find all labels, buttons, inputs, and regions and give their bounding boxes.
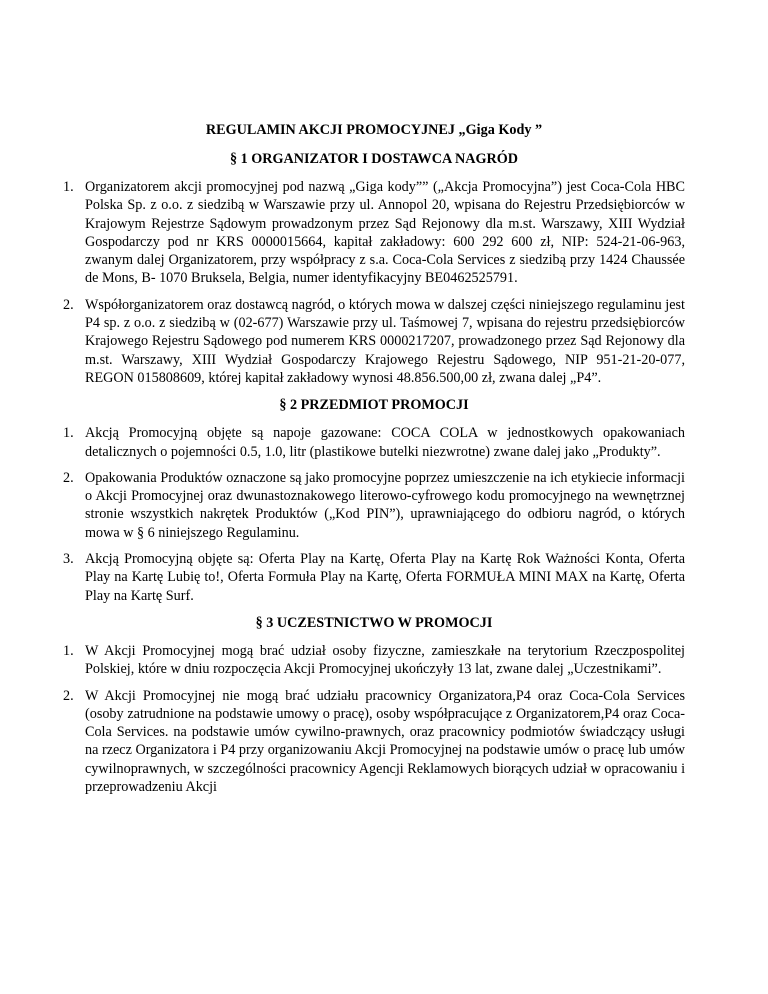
list-item <box>63 642 685 679</box>
list-item <box>63 469 685 542</box>
item-number: 2. <box>63 687 74 704</box>
section-list <box>63 424 685 605</box>
item-number: 2. <box>63 296 74 313</box>
section-list <box>63 178 685 387</box>
list-item <box>63 550 685 605</box>
section-heading: § 1 ORGANIZATOR I DOSTAWCA NAGRÓD <box>229 151 519 167</box>
item-text: W Akcji Promocyjnej nie mogą brać udziału pracownicy Organizatora,P4 oraz Coca-Cola Services (osoby zatrudnione na podstawie umowy o pracę), osoby współpracujące z Organizatorem,P4 oraz Coca-Cola Services. na podstawie umów cywilno-prawnych, oraz pracownicy podmiotów świadczący usługi na rzecz Organizatora i P4 przy organizowaniu Akcji Promocyjnej na podstawie umów o pracę lub umów cywilnoprawnych, w szczególności pracownicy Agencji Reklamowych biorących udział w opracowaniu i przeprowadzeniu Akcji <box>85 687 686 796</box>
item-number: 1. <box>63 179 74 195</box>
item-text: Opakowania Produktów oznaczone są jako promocyjne poprzez umieszczenie na ich etykiecie informacji o Akcji Promocyjnej oraz dwunastoznakowego literowo-cyfrowego kodu promocyjnego na wewnętrznej stronie wszystkich nakrętek Produktów („Kod PIN”), uprawniającego do odbioru nagród, o których mowa w § 6 niniejszego Regulaminu. <box>85 469 685 541</box>
section-heading: § 2 PRZEDMIOT PROMOCJI <box>279 397 469 414</box>
item-number: 3. <box>63 551 74 568</box>
list-item <box>63 178 685 288</box>
item-number: 1. <box>63 642 74 659</box>
list-item <box>63 424 685 461</box>
item-text: Akcją Promocyjną objęte są napoje gazowane: COCA COLA w jednostkowych opakowaniach detalicznych o pojemności 0.5, 1.0, litr (plastikowe butelki niezwrotne) zwane dalej jako „Produkty”. <box>85 425 685 460</box>
item-text: Współorganizatorem oraz dostawcą nagród, o których mowa w dalszej części niniejszego regulaminu jest P4 sp. z o.o. z siedzibą w (02-677) Warszawie przy ul. Taśmowej 7, wpisana do rejestru przedsiębiorców Krajowego Rejestru Sądowego pod numerem KRS 0000217207, prowadzonego przez Sąd Rejonowy dla m.st. Warszawy, XIII Wydział Gospodarczy Krajowego Rejestru Sądowego, NIP 951-21-20-077, REGON 015808609, której kapitał zakładowy wynosi 48.856.500,00 zł, zwana dalej „P4”. <box>85 296 685 386</box>
list-item <box>63 687 685 797</box>
item-number: 1. <box>63 425 74 442</box>
item-number: 2. <box>63 469 74 486</box>
document-title: REGULAMIN AKCJI PROMOCYJNEJ „Giga Kody ” <box>205 122 543 138</box>
section-list <box>63 642 685 796</box>
list-item <box>63 296 685 387</box>
section-heading: § 3 UCZESTNICTWO W PROMOCJI <box>255 614 493 631</box>
item-text: W Akcji Promocyjnej mogą brać udział osoby fizyczne, zamieszkałe na terytorium Rzeczpospolitej Polskiej, które w dniu rozpoczęcia Akcji Promocyjnej ukończyły 13 lat, zwane dalej „Uczestnikami”. <box>85 642 685 678</box>
item-text: Akcją Promocyjną objęte są: Oferta Play na Kartę, Oferta Play na Kartę Rok Ważności Konta, Oferta Play na Kartę Lubię to!, Oferta Formuła Play na Kartę, Oferta FORMUŁA MINI MAX na Kartę, Oferta Play na Kartę Surf. <box>85 551 685 604</box>
item-text: Organizatorem akcji promocyjnej pod nazwą „Giga kody”” („Akcja Promocyjna”) jest Coca-Cola HBC Polska Sp. z o.o. z siedzibą w Warszawie przy ul. Annopol 20, wpisana do Rejestru Przedsiębiorców w Krajowym Rejestrze Sądowym prowadzonym przez Sąd Rejonowy dla m.st. Warszawy, XIII Wydział Gospodarczy pod nr KRS 0000015664, kapitał zakładowy: 600 292 600 zł, NIP: 524-21-06-963, zwanym dalej Organizatorem, przy współpracy z s.a. Coca-Cola Services z siedzibą przy 1424 Chaussée de Mons, B- 1070 Bruksela, Belgia, numer identyfikacyjny BE0462525791. <box>85 179 685 287</box>
